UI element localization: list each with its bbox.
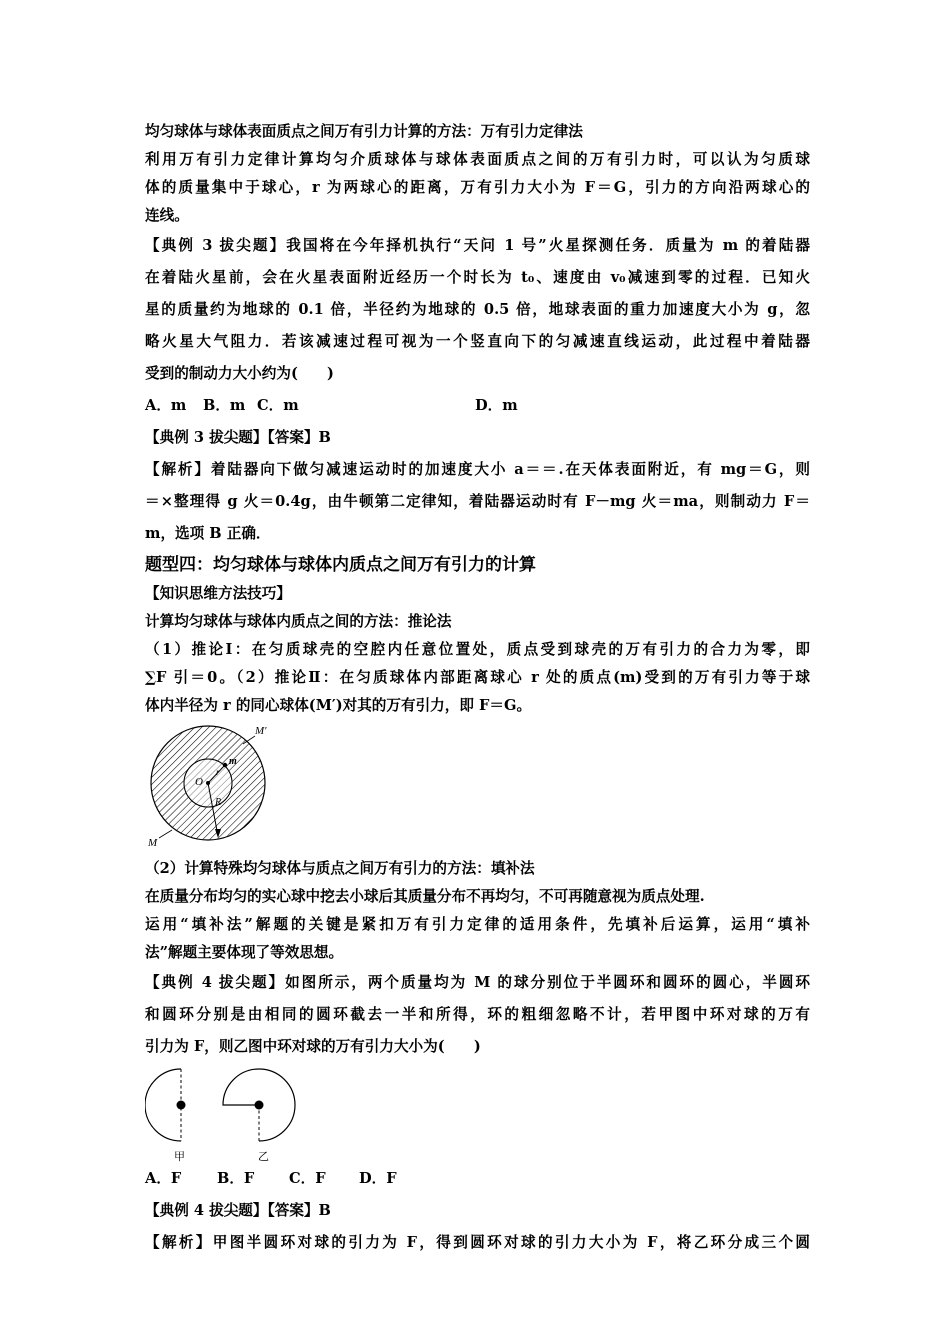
ring-figure [145, 1063, 315, 1163]
document-page [145, 118, 810, 1259]
label-bottom: M [148, 837, 158, 849]
ball-jia [177, 1101, 186, 1110]
example-4-answer: 【典例 4 拔尖题】【答案】B [145, 1202, 331, 1219]
example-3-solution: ＝×整理得 g 火＝0.4g，由牛顿第二定律知，着陆器运动时有 F－mg 火＝ma，则制动力 F＝ [145, 493, 810, 510]
label-leader [159, 830, 172, 838]
option-b: B．m [203, 397, 246, 414]
half-ring-jia [145, 1069, 181, 1141]
example-3-solution: m，选项 B 正确． [145, 525, 271, 542]
example-3-text: 【典例 3 拔尖题】我国将在今年择机执行“天问 1 号”火星探测任务．质量为 m 的着陆器 [145, 237, 810, 254]
example-4-text: 引力为 F，则乙图中环对球的万有引力大小为( ) [145, 1038, 481, 1055]
example-4-text: 【典例 4 拔尖题】如图所示，两个质量均为 M 的球分别位于半圆环和圆环的圆心，半圆环 [145, 974, 810, 991]
body-text: 运用“填补法”解题的关键是紧扣万有引力定律的适用条件，先填补后运算，运用“填补 [145, 916, 810, 933]
label-center: O [195, 776, 203, 788]
body-text: （1）推论Ⅰ：在匀质球壳的空腔内任意位置处，质点受到球壳的万有引力的合力为零，即 [145, 641, 810, 658]
example-3-options [145, 390, 810, 422]
ball-yi [255, 1101, 264, 1110]
example-4-options [145, 1163, 810, 1195]
label-m: m [229, 756, 237, 767]
body-text: 连线。 [145, 207, 189, 224]
example-3-answer: 【典例 3 拔尖题】【答案】B [145, 429, 331, 446]
sphere-figure [145, 720, 285, 855]
label-r: r [216, 767, 220, 777]
body-text: ∑F 引＝0。（2）推论Ⅱ：在匀质球体内部距离球心 r 处的质点(m)受到的万有引力等于球 [145, 669, 810, 686]
knowledge-title: 【知识思维方法技巧】 [145, 585, 291, 602]
body-text: 利用万有引力定律计算均匀介质球体与球体表面质点之间的万有引力时，可以认为匀质球 [145, 151, 810, 168]
option-d: D．F [359, 1170, 397, 1187]
example-3-text: 星的质量约为地球的 0.1 倍，半径约为地球的 0.5 倍，地球表面的重力加速度大小为 g，忽 [145, 301, 810, 318]
section-title: 题型四：均匀球体与球体内质点之间万有引力的计算 [145, 555, 536, 575]
sphere-diagram [145, 720, 810, 855]
option-c: C．F [289, 1170, 326, 1187]
option-a: A．m [145, 397, 187, 414]
body-text: 体的质量集中于球心，r 为两球心的距离，万有引力大小为 F＝G，引力的方向沿两球心的 [145, 179, 810, 196]
body-text: 计算均匀球体与球体内质点之间的方法：推论法 [145, 613, 452, 630]
option-a: A．F [145, 1170, 182, 1187]
example-4-solution: 【解析】甲图半圆环对球的引力为 F，得到圆环对球的引力大小为 F，将乙环分成三个圆 [145, 1234, 810, 1251]
mass-point [223, 763, 227, 767]
label-jia: 甲 [174, 1150, 185, 1163]
ring-diagram [145, 1063, 810, 1163]
example-3-text: 受到的制动力大小约为( ) [145, 365, 334, 382]
method-title: 均匀球体与球体表面质点之间万有引力计算的方法：万有引力定律法 [145, 123, 583, 140]
body-text: 体内半径为 r 的同心球体(M′)对其的万有引力，即 F＝G。 [145, 697, 532, 714]
example-3-solution: 【解析】着陆器向下做匀减速运动时的加速度大小 a＝＝.在天体表面附近，有 mg＝G，则 [145, 461, 810, 478]
body-text: （2）计算特殊均匀球体与质点之间万有引力的方法：填补法 [145, 860, 535, 877]
option-b: B．F [217, 1170, 255, 1187]
label-outer: M′ [255, 725, 267, 737]
body-text: 在质量分布均匀的实心球中挖去小球后其质量分布不再均匀，不可再随意视为质点处理. [145, 888, 705, 905]
example-3-text: 略火星大气阻力．若该减速过程可视为一个竖直向下的匀减速直线运动，此过程中着陆器 [145, 333, 810, 350]
example-4-text: 和圆环分别是由相同的圆环截去一半和所得，环的粗细忽略不计，若甲图中环对球的万有 [145, 1006, 810, 1023]
option-d: D．m [475, 397, 518, 414]
label-yi: 乙 [258, 1150, 269, 1163]
body-text: 法”解题主要体现了等效思想。 [145, 944, 344, 961]
label-R: R [215, 797, 222, 808]
option-c: C．m [257, 397, 299, 414]
example-3-text: 在着陆火星前，会在火星表面附近经历一个时长为 t₀、速度由 v₀减速到零的过程．已知火 [145, 269, 810, 286]
